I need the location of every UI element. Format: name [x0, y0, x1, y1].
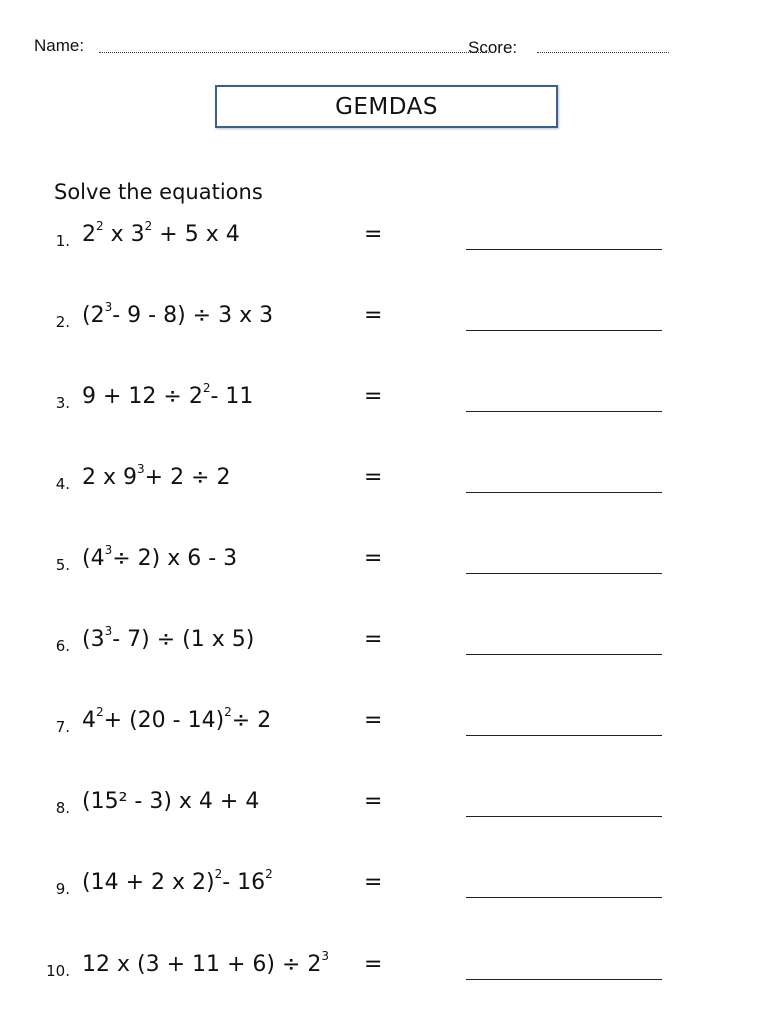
question-expression	[82, 789, 259, 814]
question-row	[0, 218, 768, 258]
question-row	[0, 948, 768, 988]
name-label: Name:	[34, 36, 85, 55]
exponent: 3	[137, 462, 145, 476]
name-field[interactable]	[99, 52, 489, 53]
question-number: 8.	[55, 799, 70, 817]
question-number: 5.	[55, 556, 70, 574]
expression-term: x 3	[103, 222, 145, 247]
answer-blank[interactable]	[466, 411, 662, 412]
question-number: 3.	[55, 394, 70, 412]
expression-term: 2 x 9	[82, 465, 137, 490]
equals-sign: =	[364, 627, 383, 652]
expression-term: - 11	[210, 384, 254, 409]
expression-term: 9 + 12 ÷ 2	[82, 384, 203, 409]
expression-term: - 16	[222, 870, 266, 895]
expression-term: (15² - 3) x 4 + 4	[82, 789, 260, 814]
exponent: 3	[104, 624, 113, 638]
answer-blank[interactable]	[466, 816, 662, 817]
score-label: Score:	[468, 38, 518, 57]
exponent: 3	[321, 949, 330, 963]
worksheet-header	[34, 34, 674, 58]
expression-term: 2	[82, 222, 96, 247]
expression-term: ÷ 2) x 6 - 3	[112, 546, 238, 571]
equals-sign: =	[364, 303, 383, 328]
equals-sign: =	[364, 384, 383, 409]
expression-term: (4	[82, 546, 105, 571]
exponent: 2	[96, 219, 104, 233]
expression-term: (2	[82, 303, 105, 328]
answer-blank[interactable]	[466, 979, 662, 980]
question-expression	[82, 867, 273, 895]
worksheet-title	[215, 85, 558, 128]
expression-term: (14 + 2 x 2)	[82, 870, 215, 895]
expression-term: ÷ 2	[231, 708, 272, 733]
question-number: 2.	[55, 313, 70, 331]
exponent: 2	[144, 219, 153, 233]
answer-blank[interactable]	[466, 897, 662, 898]
equals-sign: =	[364, 465, 383, 490]
question-row	[0, 866, 768, 906]
equals-sign: =	[364, 870, 383, 895]
exponent: 3	[104, 543, 113, 557]
question-expression	[82, 300, 274, 328]
expression-term: (3	[82, 627, 105, 652]
equals-sign: =	[364, 546, 383, 571]
question-expression	[82, 462, 231, 490]
equals-sign: =	[364, 789, 383, 814]
question-row	[0, 461, 768, 501]
question-number: 7.	[55, 718, 70, 736]
expression-term: - 7) ÷ (1 x 5)	[112, 627, 255, 652]
question-row	[0, 542, 768, 582]
question-number: 6.	[55, 637, 70, 655]
answer-blank[interactable]	[466, 492, 662, 493]
question-expression	[82, 705, 272, 733]
exponent: 2	[96, 705, 104, 719]
expression-term: + (20 - 14)	[103, 708, 225, 733]
question-expression	[82, 381, 254, 409]
exponent: 2	[202, 381, 211, 395]
exponent: 2	[224, 705, 232, 719]
answer-blank[interactable]	[466, 330, 662, 331]
question-row	[0, 380, 768, 420]
exponent: 3	[104, 300, 113, 314]
expression-term: + 2 ÷ 2	[144, 465, 231, 490]
question-expression	[82, 624, 255, 652]
instructions-text: Solve the equations	[54, 180, 263, 204]
score-field[interactable]	[537, 52, 669, 53]
answer-blank[interactable]	[466, 654, 662, 655]
question-expression	[82, 543, 238, 571]
question-number: 9.	[55, 880, 70, 898]
question-number: 1.	[55, 232, 70, 250]
expression-term: 4	[82, 708, 96, 733]
exponent: 2	[265, 867, 273, 881]
expression-term: + 5 x 4	[152, 222, 240, 247]
answer-blank[interactable]	[466, 735, 662, 736]
question-number: 4.	[55, 475, 70, 493]
answer-blank[interactable]	[466, 249, 662, 250]
expression-term: - 9 - 8) ÷ 3 x 3	[112, 303, 274, 328]
equals-sign: =	[364, 708, 383, 733]
question-number: 10.	[46, 962, 70, 980]
question-expression	[82, 219, 240, 247]
question-row	[0, 704, 768, 744]
question-row	[0, 299, 768, 339]
equals-sign: =	[364, 222, 383, 247]
exponent: 2	[214, 867, 223, 881]
answer-blank[interactable]	[466, 573, 662, 574]
title-text: GEMDAS	[335, 93, 438, 120]
question-row	[0, 623, 768, 663]
expression-term: 12 x (3 + 11 + 6) ÷ 2	[82, 952, 322, 977]
question-expression	[82, 949, 330, 977]
equals-sign: =	[364, 952, 383, 977]
question-row	[0, 785, 768, 825]
